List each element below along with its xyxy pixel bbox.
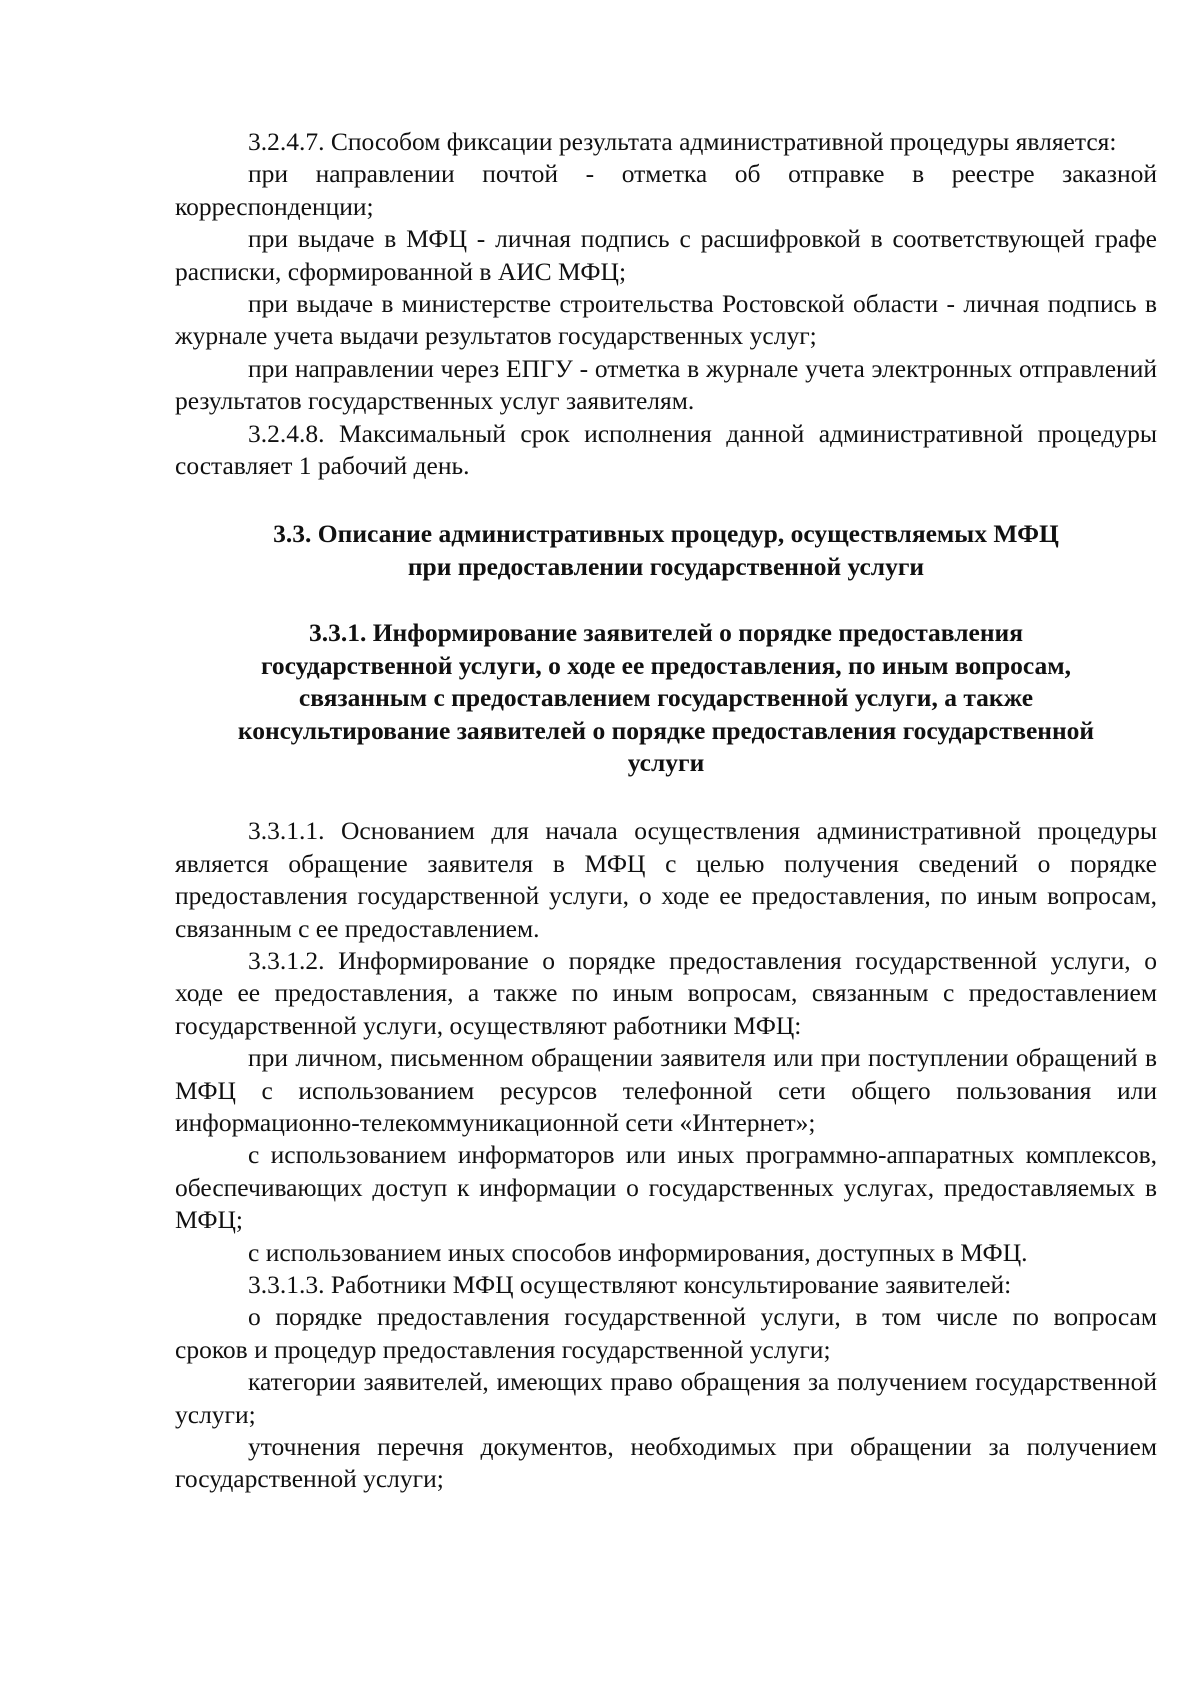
paragraph-mfc-issue: при выдаче в МФЦ - личная подпись с расшифровкой в соответствующей графе расписки, сформированной в АИС МФЦ;	[175, 224, 1157, 286]
paragraph-3-2-4-7: 3.2.4.7. Способом фиксации результата административной процедуры является:	[248, 127, 1117, 156]
document-page	[175, 126, 1157, 1496]
paragraph-mail: при направлении почтой - отметка об отправке в реестре заказной корреспонденции;	[175, 159, 1157, 221]
paragraph-procedure: о порядке предоставления государственной услуги, в том числе по вопросам сроков и процедур предоставления государственной услуги;	[175, 1302, 1157, 1364]
spacer	[175, 583, 1157, 617]
paragraph-categories: категории заявителей, имеющих право обращения за получением государственной услуги;	[175, 1367, 1157, 1429]
subsection-heading-line: консультирование заявителей о порядке предоставления государственной	[237, 715, 1095, 745]
subsection-heading	[175, 617, 1157, 779]
paragraph-ministry-issue: при выдаче в министерстве строительства Ростовской области - личная подпись в журнале учета выдачи результатов государственных услуг;	[175, 289, 1157, 351]
spacer	[175, 779, 1157, 815]
paragraph-3-3-1-2: 3.3.1.2. Информирование о порядке предоставления государственной услуги, о ходе ее предоставления, а также по иным вопросам, связанным с предоставлением государственной услуги, осуществляют работники МФЦ:	[175, 945, 1157, 1040]
section-heading-line: 3.3. Описание административных процедур, осуществляемых МФЦ	[273, 519, 1059, 549]
paragraph-documents: уточнения перечня документов, необходимых при обращении за получением государственной услуги;	[175, 1432, 1157, 1494]
subsection-heading-line: связанным с предоставлением государственной услуги, а также	[298, 683, 1034, 713]
paragraph-epgu: при направлении через ЕПГУ - отметка в журнале учета электронных отправлений результатов государственных услуг заявителям.	[175, 353, 1157, 416]
subsection-heading-line: 3.3.1. Информирование заявителей о порядке предоставления	[308, 618, 1024, 648]
section-heading	[175, 518, 1157, 583]
paragraph-personal-appeal: при личном, письменном обращении заявителя или при поступлении обращений в МФЦ с использованием ресурсов телефонной сети общего пользования или информационно-телекоммуникационной сети «Интернет»;	[175, 1043, 1157, 1137]
paragraph-3-2-4-8: 3.2.4.8. Максимальный срок исполнения данной административной процедуры составляет 1 рабочий день.	[175, 418, 1157, 481]
paragraph-other-methods: с использованием иных способов информирования, доступных в МФЦ.	[248, 1237, 1028, 1267]
paragraph-3-3-1-1: 3.3.1.1. Основанием для начала осуществления административной процедуры является обращение заявителя в МФЦ с целью получения сведений о порядке предоставления государственной услуги, о ходе ее предоставления, по иным вопросам, связанным с ее предоставлением.	[175, 816, 1157, 943]
paragraph-informators: с использованием информаторов или иных программно-аппаратных комплексов, обеспечивающих доступ к информации о государственных услугах, предоставляемых в МФЦ;	[175, 1140, 1157, 1235]
paragraph-3-3-1-3: 3.3.1.3. Работники МФЦ осуществляют консультирование заявителей:	[248, 1270, 1012, 1299]
spacer	[175, 482, 1157, 518]
section-heading-line: при предоставлении государственной услуги	[407, 551, 925, 581]
subsection-heading-line: государственной услуги, о ходе ее предоставления, по иным вопросам,	[260, 650, 1072, 680]
subsection-heading-line: услуги	[627, 747, 705, 777]
